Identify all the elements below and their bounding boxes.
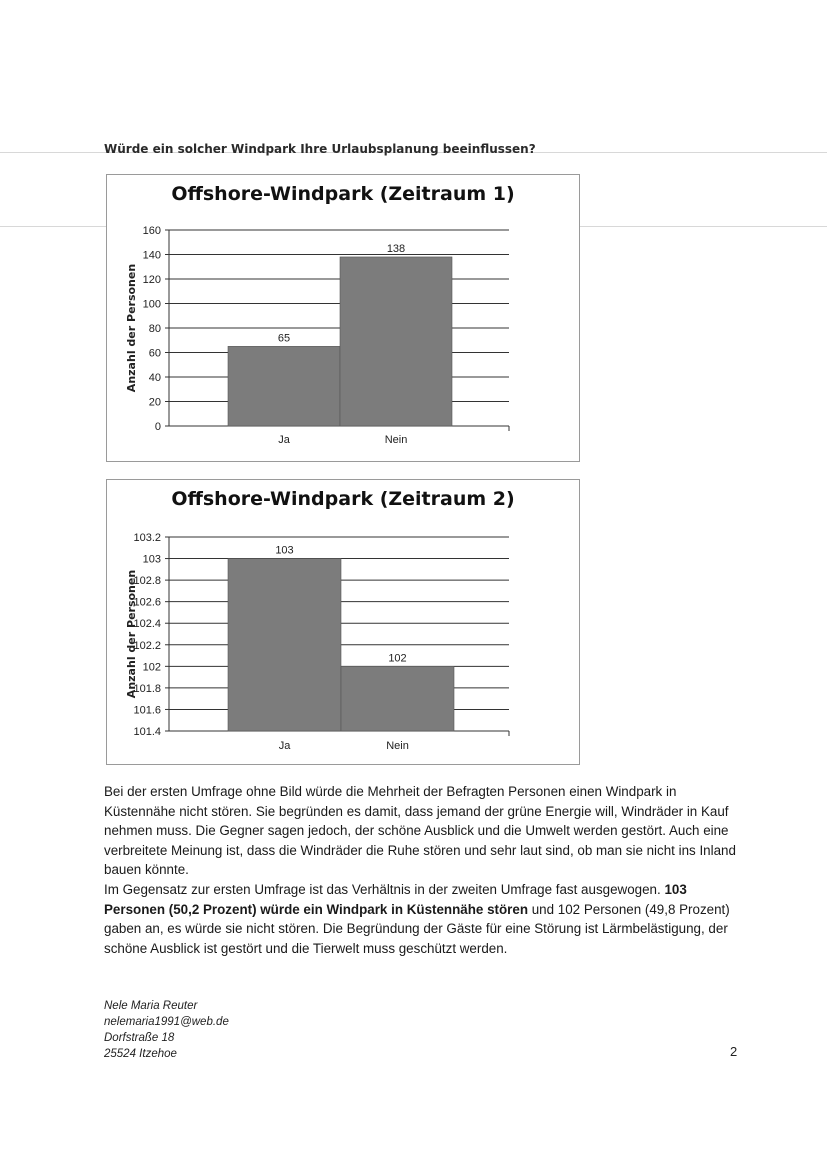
author-address (104, 998, 229, 1062)
data-label: 138 (386, 242, 406, 255)
author-city: 25524 Itzehoe (104, 1048, 177, 1060)
paragraph-1: Bei der ersten Umfrage ohne Bild würde die Mehrheit der Befragten Personen einen Windpark in Küstennähe nicht stören. Sie begründen es damit, dass jemand der grüne Energie will, Windräder in Kauf nehmen muss. Die Gegner sagen jedoch, der schöne Ausblick und die Umwelt werden gestört. Auch eine verbreitete Meinung ist, dass die Windräder die Ruhe stören und sehr laut sind, ob man sie nicht ins Inland bauen könnte. (104, 784, 736, 878)
chart-zeitraum-1 (106, 174, 580, 462)
y-tick-label: 20 (148, 396, 161, 409)
body-text (104, 782, 744, 958)
author-email: nelemaria1991@web.de (104, 1016, 229, 1028)
category-label: Ja (278, 740, 291, 752)
y-tick-label: 160 (142, 225, 161, 237)
y-tick-label: 102.8 (133, 575, 161, 588)
y-tick-label: 80 (148, 323, 161, 335)
chart-zeitraum-2 (106, 479, 580, 765)
y-tick-label: 100 (142, 298, 161, 311)
data-label: 65 (277, 332, 291, 345)
bar-nein (340, 257, 452, 426)
chart-title: Offshore-Windpark (Zeitraum 1) (171, 183, 515, 205)
data-label: 102 (388, 652, 407, 665)
y-tick-label: 140 (142, 249, 161, 262)
category-label: Nein (386, 740, 409, 752)
y-axis-label: Anzahl der Personen (125, 569, 138, 699)
paragraph-2-rest: und 102 Personen (49,8 Prozent) gaben an, es würde sie nicht stören. Die Begründung der Gäste für eine Störung ist Lärmbelästigung, der schöne Ausblick ist gestört und die Tierwelt muss geschützt werden. (104, 901, 730, 956)
data-label: 103 (275, 544, 294, 557)
bar-nein (341, 666, 454, 731)
paragraph-2-highlight: 103 Personen (50,2 Prozent) würde ein Windpark in Küstennähe stören (104, 881, 687, 917)
bar-ja (228, 346, 340, 426)
category-label: Ja (278, 434, 290, 446)
y-tick-label: 60 (148, 347, 161, 360)
y-tick-label: 101.4 (133, 726, 161, 738)
y-tick-label: 40 (148, 372, 161, 384)
paragraph-2-intro: Im Gegensatz zur ersten Umfrage ist das Verhältnis in der zweiten Umfrage fast ausgewogen. (104, 881, 665, 897)
y-tick-label: 103 (142, 553, 161, 566)
y-tick-label: 101.6 (133, 704, 161, 717)
survey-question: Würde ein solcher Windpark Ihre Urlaubsplanung beeinflussen? (104, 142, 536, 156)
y-tick-label: 0 (154, 421, 161, 433)
page-number: 2 (730, 1044, 738, 1059)
y-tick-label: 101.8 (133, 682, 161, 695)
chart-1-svg (107, 175, 579, 461)
y-tick-label: 102 (142, 661, 161, 674)
chart-title: Offshore-Windpark (Zeitraum 2) (171, 488, 515, 510)
bar-ja (228, 559, 341, 731)
chart-2-svg (107, 480, 579, 764)
y-tick-label: 102.2 (133, 639, 161, 652)
y-tick-label: 102.6 (133, 596, 161, 609)
y-axis-label: Anzahl der Personen (125, 263, 138, 393)
y-tick-label: 120 (142, 274, 161, 286)
author-name: Nele Maria Reuter (104, 1000, 198, 1012)
author-street: Dorfstraße 18 (104, 1032, 175, 1044)
category-label: Nein (384, 434, 408, 446)
paragraph-2 (104, 880, 744, 958)
y-tick-label: 103.2 (133, 532, 161, 544)
y-tick-label: 102.4 (133, 618, 161, 631)
